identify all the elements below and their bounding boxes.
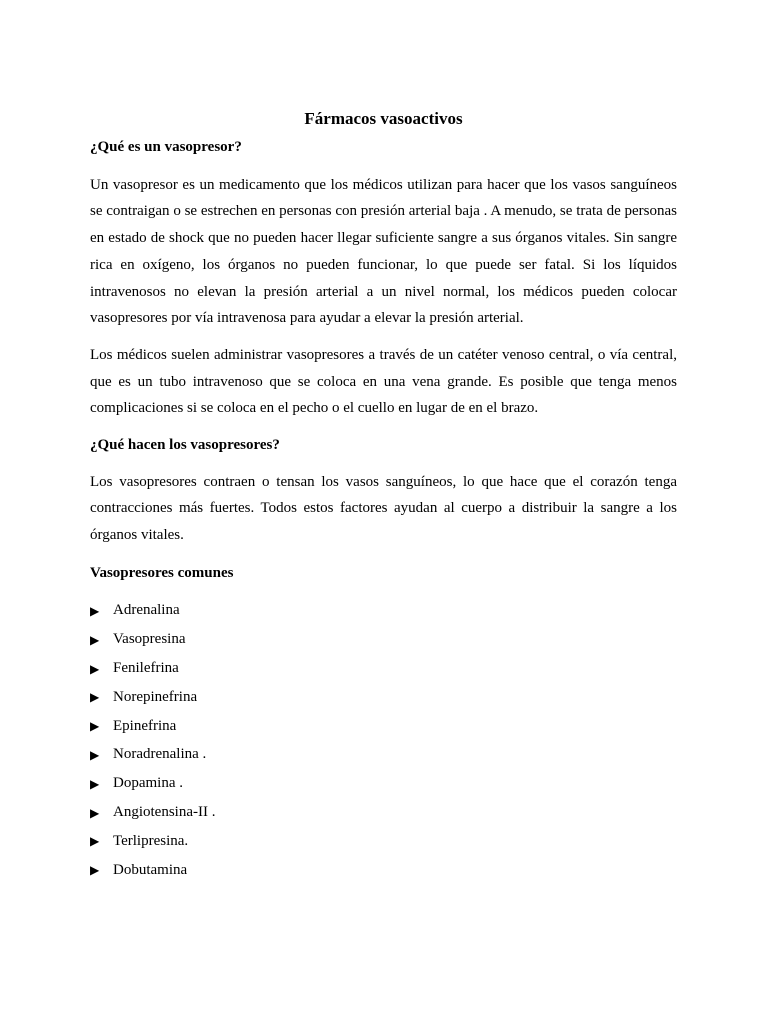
triangle-bullet-icon: ▶ bbox=[90, 776, 100, 791]
triangle-bullet-icon: ▶ bbox=[90, 661, 100, 676]
list-item bbox=[90, 856, 677, 885]
list-item bbox=[90, 597, 677, 626]
list-item-label: Epinefrina bbox=[113, 717, 177, 734]
list-item bbox=[90, 712, 677, 741]
list-item-label: Terlipresina. bbox=[113, 832, 189, 849]
paragraph-central-line: Los médicos suelen administrar vasopresores a través de un catéter venoso central, o vía central, que es un tubo intravenoso que se coloca en una vena grande. Es posible que tenga menos complicaciones si se coloca en el pecho o el cuello en lugar de en el brazo. bbox=[90, 346, 677, 417]
section-heading-common-vasopressors: Vasopresores comunes bbox=[90, 564, 234, 581]
list-item-label: Dopamina . bbox=[113, 775, 183, 792]
section-heading-what-is-vasopressor: ¿Qué es un vasopresor? bbox=[90, 139, 242, 155]
list-item-label: Adrenalina bbox=[113, 602, 180, 619]
triangle-bullet-icon: ▶ bbox=[90, 834, 100, 849]
document-title: Fármacos vasoactivos bbox=[304, 109, 463, 128]
triangle-bullet-icon: ▶ bbox=[90, 719, 100, 734]
section-heading-what-vasopressors-do: ¿Qué hacen los vasopresores? bbox=[90, 437, 280, 454]
triangle-bullet-icon: ▶ bbox=[90, 603, 100, 618]
list-item-label: Noradrenalina . bbox=[113, 746, 207, 763]
triangle-bullet-icon: ▶ bbox=[90, 747, 100, 762]
list-item-label: Dobutamina bbox=[113, 861, 188, 878]
vasopressor-list bbox=[90, 597, 677, 885]
list-item bbox=[90, 625, 677, 654]
list-item-label: Norepinefrina bbox=[113, 688, 198, 705]
list-item bbox=[90, 654, 677, 683]
paragraph-vasopressor-definition: Un vasopresor es un medicamento que los médicos utilizan para hacer que los vasos sanguíneos se contraigan o se estrechen en personas con presión arterial baja . A menudo, se trata de personas en estado de shock que no pueden hacer llegar suficiente sangre a sus órganos vitales. Sin sangre rica en oxígeno, los órganos no pueden funcionar, lo que puede ser fatal. Si los líquidos intravenosos no elevan la presión arterial a un nivel normal, los médicos pueden colocar vasopresores por vía intravenosa para ayudar a elevar la presión arterial. bbox=[90, 176, 677, 327]
list-item bbox=[90, 683, 677, 712]
list-item-label: Fenilefrina bbox=[113, 660, 179, 677]
list-item bbox=[90, 769, 677, 798]
triangle-bullet-icon: ▶ bbox=[90, 863, 100, 878]
list-item bbox=[90, 741, 677, 770]
list-item bbox=[90, 827, 677, 856]
list-item bbox=[90, 798, 677, 827]
document-page bbox=[90, 104, 677, 885]
list-item-label: Vasopresina bbox=[113, 631, 186, 648]
list-item-label: Angiotensina-II . bbox=[113, 804, 216, 821]
triangle-bullet-icon: ▶ bbox=[90, 690, 100, 705]
triangle-bullet-icon: ▶ bbox=[90, 805, 100, 820]
triangle-bullet-icon: ▶ bbox=[90, 632, 100, 647]
paragraph-vasopressor-effects: Los vasopresores contraen o tensan los vasos sanguíneos, lo que hace que el corazón tenga contracciones más fuertes. Todos estos factores ayudan al cuerpo a distribuir la sangre a los órganos vitales. bbox=[90, 473, 677, 544]
